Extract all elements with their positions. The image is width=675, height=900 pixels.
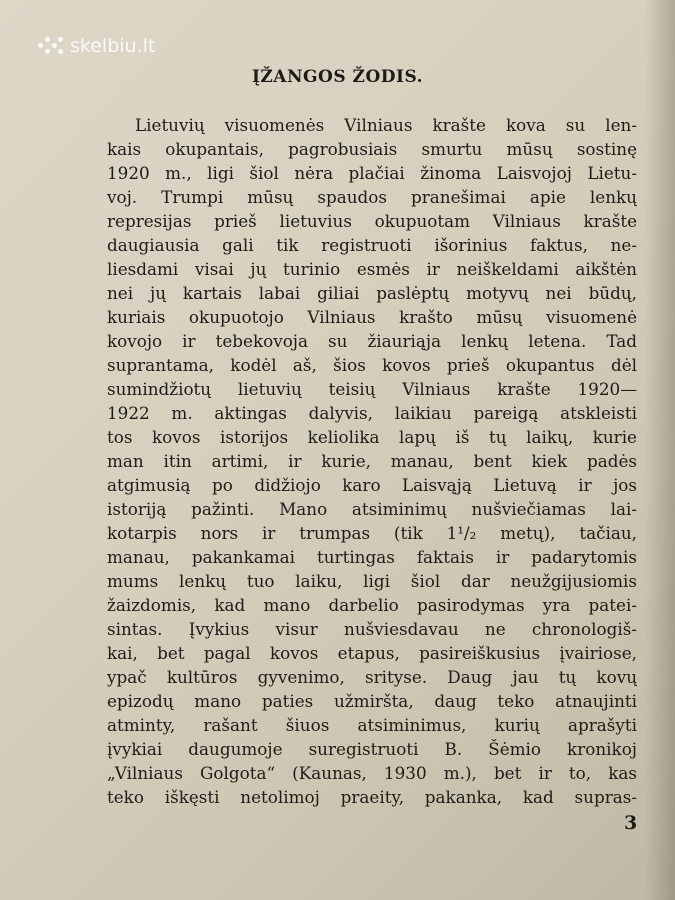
text-line: 1920 m., ligi šiol nėra plačiai žinoma Laisvojoj Lietu- — [107, 163, 637, 183]
watermark — [38, 32, 155, 60]
text-line: liesdami visai jų turinio esmės ir neiškeldami aikštėn — [107, 259, 637, 279]
text-line: žaizdomis, kad mano darbelio pasirodymas yra patei- — [107, 595, 637, 615]
text-line: istoriją pažinti. Mano atsiminimų nušviečiamas lai- — [107, 499, 637, 519]
page-title: ĮŽANGOS ŽODIS. — [251, 67, 424, 87]
text-line: Lietuvių visuomenės Vilniaus krašte kova su len- — [135, 115, 637, 135]
text-line: kotarpis nors ir trumpas (tik 1¹/₂ metų), tačiau, — [107, 523, 637, 543]
text-line: kai, bet pagal kovos etapus, pasireiškusius įvairiose, — [107, 643, 637, 663]
dots-logo-icon — [38, 35, 64, 57]
text-line: daugiausia gali tik registruoti išorinius faktus, ne- — [107, 235, 637, 255]
watermark-text: skelbiu.lt — [70, 35, 156, 57]
text-line: nei jų kartais labai giliai paslėptų motyvų nei būdų, — [107, 283, 637, 303]
text-line: manau, pakankamai turtingas faktais ir padarytomis — [107, 547, 637, 567]
text-line: mums lenkų tuo laiku, ligi šiol dar neužgijusiomis — [107, 571, 637, 591]
text-line: suprantama, kodėl aš, šios kovos prieš okupantus dėl — [107, 355, 637, 375]
text-line: epizodų mano paties užmiršta, daug teko atnaujinti — [107, 691, 637, 711]
text-line: kuriais okupuotojo Vilniaus krašto mūsų visuomenė — [107, 307, 637, 327]
text-line: ypač kultūros gyvenimo, srityse. Daug jau tų kovų — [107, 667, 637, 687]
text-line: man itin artimi, ir kurie, manau, bent kiek padės — [107, 451, 637, 471]
text-line: represijas prieš lietuvius okupuotam Vilniaus krašte — [107, 211, 637, 231]
text-line: sumindžiotų lietuvių teisių Vilniaus krašte 1920— — [107, 379, 637, 399]
text-line: „Vilniaus Golgota“ (Kaunas, 1930 m.), bet ir to, kas — [107, 763, 637, 783]
text-line: kais okupantais, pagrobusiais smurtu mūsų sostinę — [107, 139, 637, 159]
text-line: įvykiai daugumoje suregistruoti B. Šėmio kronikoj — [107, 739, 637, 759]
text-line: tos kovos istorijos keliolika lapų iš tų laikų, kurie — [107, 427, 637, 447]
text-line: atminty, rašant šiuos atsiminimus, kurių aprašyti — [107, 715, 637, 735]
page-number: 3 — [624, 812, 638, 834]
text-line: teko iškęsti netolimoj praeity, pakanka, kad supras- — [107, 787, 637, 807]
text-line: atgimusią po didžiojo karo Laisvąją Lietuvą ir jos — [107, 475, 637, 495]
page-edge-shadow — [645, 0, 675, 900]
text-line: 1922 m. aktingas dalyvis, laikiau pareigą atskleisti — [107, 403, 637, 423]
text-line: kovojo ir tebekovoja su žiauriąja lenkų letena. Tad — [107, 331, 637, 351]
text-line: sintas. Įvykius visur nušviesdavau ne chronologiš- — [107, 619, 637, 639]
text-line: voj. Trumpi mūsų spaudos pranešimai apie lenkų — [107, 187, 637, 207]
